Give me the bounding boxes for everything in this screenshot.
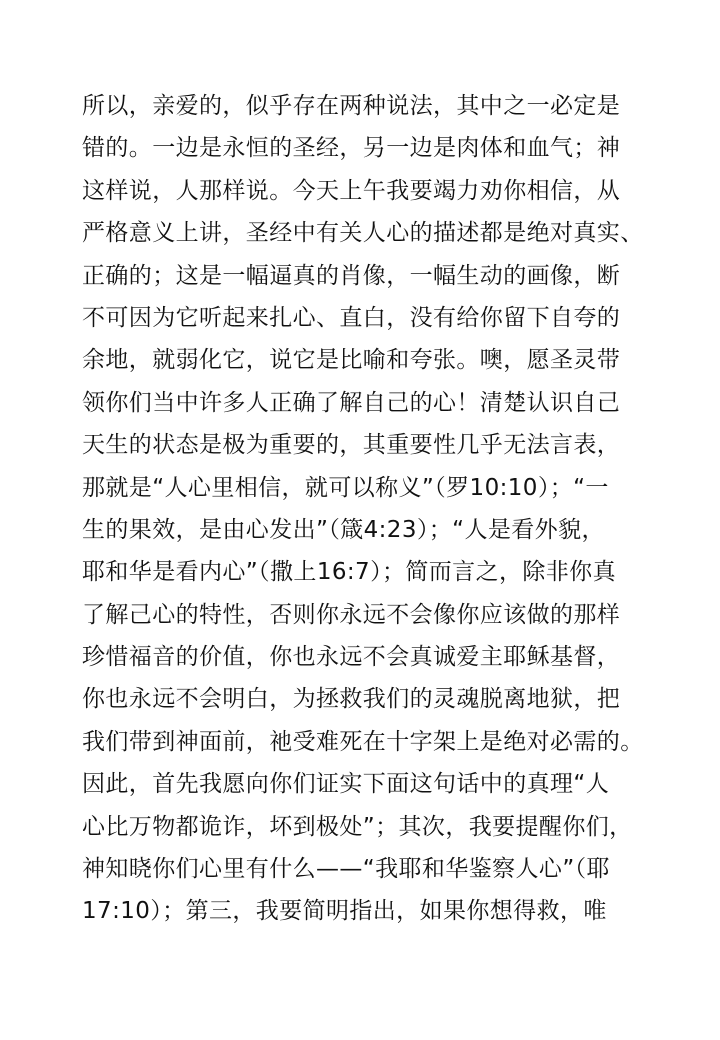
text-line: 心比万物都诡诈，坏到极处”；其次，我要提醒你们， xyxy=(82,813,633,840)
text-line: 神知晓你们心里有什么——“我耶和华鉴察人心”（耶 xyxy=(82,856,610,883)
text-line: 这样说，人那样说。今天上午我要竭力劝你相信，从 xyxy=(82,177,621,204)
text-line: 天生的状态是极为重要的，其重要性几乎无法言表， xyxy=(82,432,621,459)
body-text xyxy=(82,85,702,933)
text-line: 错的。一边是永恒的圣经，另一边是肉体和血气；神 xyxy=(82,135,621,162)
text-line: 了解己心的特性，否则你永远不会像你应该做的那样 xyxy=(82,601,621,628)
text-line: 因此，首先我愿向你们证实下面这句话中的真理“人 xyxy=(82,771,610,798)
text-line: 生的果效，是由心发出”（箴4:23）；“人是看外貌， xyxy=(82,516,605,543)
text-line: 所以，亲爱的，似乎存在两种说法，其中之一必定是 xyxy=(82,93,621,119)
text-line: 你也永远不会明白，为拯救我们的灵魂脱离地狱，把 xyxy=(82,686,621,713)
text-line: 耶和华是看内心”（撒上16:7）；简而言之，除非你真 xyxy=(82,559,616,586)
text-line: 我们带到神面前，祂受难死在十字架上是绝对必需的。 xyxy=(82,728,644,755)
text-line: 17:10）；第三，我要简明指出，如果你想得救，唯 xyxy=(82,898,607,925)
text-line: 正确的；这是一幅逼真的肖像，一幅生动的画像，断 xyxy=(82,262,621,289)
text-line: 不可因为它听起来扎心、直白，没有给你留下自夸的 xyxy=(82,304,621,331)
text-line: 领你们当中许多人正确了解自己的心！清楚认识自己 xyxy=(82,389,621,416)
text-line: 余地，就弱化它，说它是比喻和夸张。噢，愿圣灵带 xyxy=(82,347,621,374)
text-line: 那就是“人心里相信，就可以称义”（罗10:10）；“一 xyxy=(82,474,609,501)
text-line: 严格意义上讲，圣经中有关人心的描述都是绝对真实、 xyxy=(82,220,644,247)
text-line: 珍惜福音的价值，你也永远不会真诚爱主耶稣基督， xyxy=(82,644,621,671)
